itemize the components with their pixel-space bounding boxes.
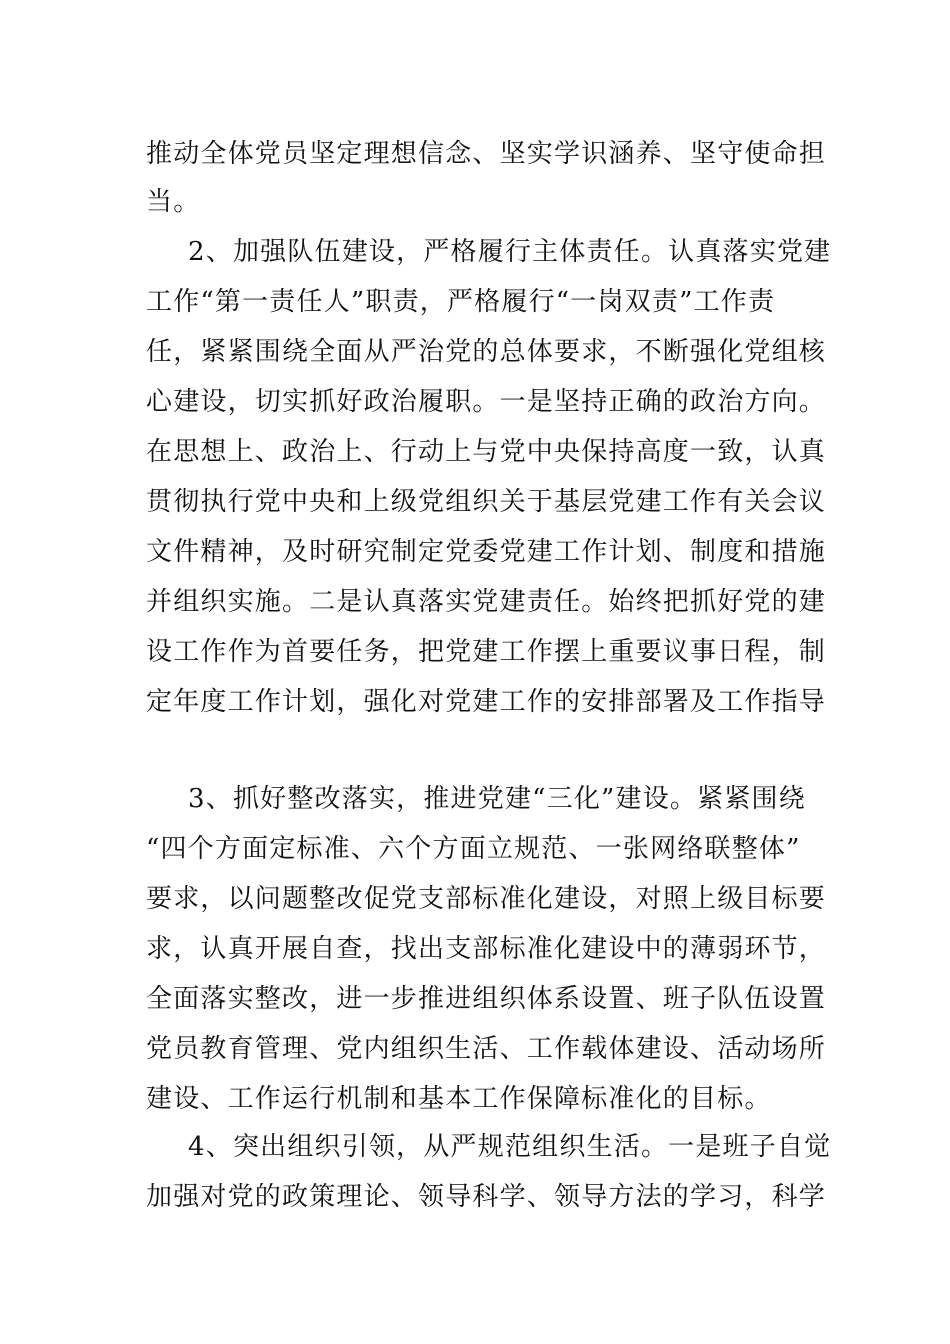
text-line: 党员教育管理、党内组织生活、工作载体建设、活动场所	[146, 1034, 827, 1064]
paragraph-4-heading-line: 4、突出组织引领，从严规范组织生活。一是班子自觉	[188, 1132, 832, 1162]
text-line: 建设、工作运行机制和基本工作保障标准化的目标。	[146, 1084, 772, 1114]
text-line: 当。	[146, 187, 201, 217]
text-line: 文件精神，及时研究制定党委党建工作计划、制度和措施	[146, 537, 827, 567]
text-line: 心建设，切实抓好政治履职。一是坚持正确的政治方向。	[146, 387, 827, 417]
paragraph-2-heading-line: 2、加强队伍建设，严格履行主体责任。认真落实党建	[188, 237, 832, 267]
text-line: 并组织实施。二是认真落实党建责任。始终把抓好党的建	[146, 587, 827, 617]
text-line: 在思想上、政治上、行动上与党中央保持高度一致，认真	[146, 437, 827, 467]
text-line: 工作“第一责任人”职责，严格履行“一岗双责”工作责	[146, 287, 776, 317]
paragraph-3-heading-line: 3、抓好整改落实，推进党建“三化”建设。紧紧围绕	[188, 784, 806, 814]
text-line: 要求，以问题整改促党支部标准化建设，对照上级目标要	[146, 884, 827, 914]
text-line: 贯彻执行党中央和上级党组织关于基层党建工作有关会议	[146, 487, 827, 517]
text-line: 定年度工作计划，强化对党建工作的安排部署及工作指导	[146, 687, 827, 717]
text-line: 加强对党的政策理论、领导科学、领导方法的学习，科学	[146, 1182, 827, 1212]
text-line: 求，认真开展自查，找出支部标准化建设中的薄弱环节，	[146, 934, 827, 964]
text-line: 设工作作为首要任务，把党建工作摆上重要议事日程，制	[146, 637, 827, 667]
text-line: 任，紧紧围绕全面从严治党的总体要求，不断强化党组核	[146, 337, 827, 367]
text-line: 全面落实整改，进一步推进组织体系设置、班子队伍设置	[146, 984, 827, 1014]
text-line: 推动全体党员坚定理想信念、坚实学识涵养、坚守使命担	[146, 139, 827, 169]
text-line: “四个方面定标准、六个方面立规范、一张网络联整体”	[146, 834, 801, 864]
